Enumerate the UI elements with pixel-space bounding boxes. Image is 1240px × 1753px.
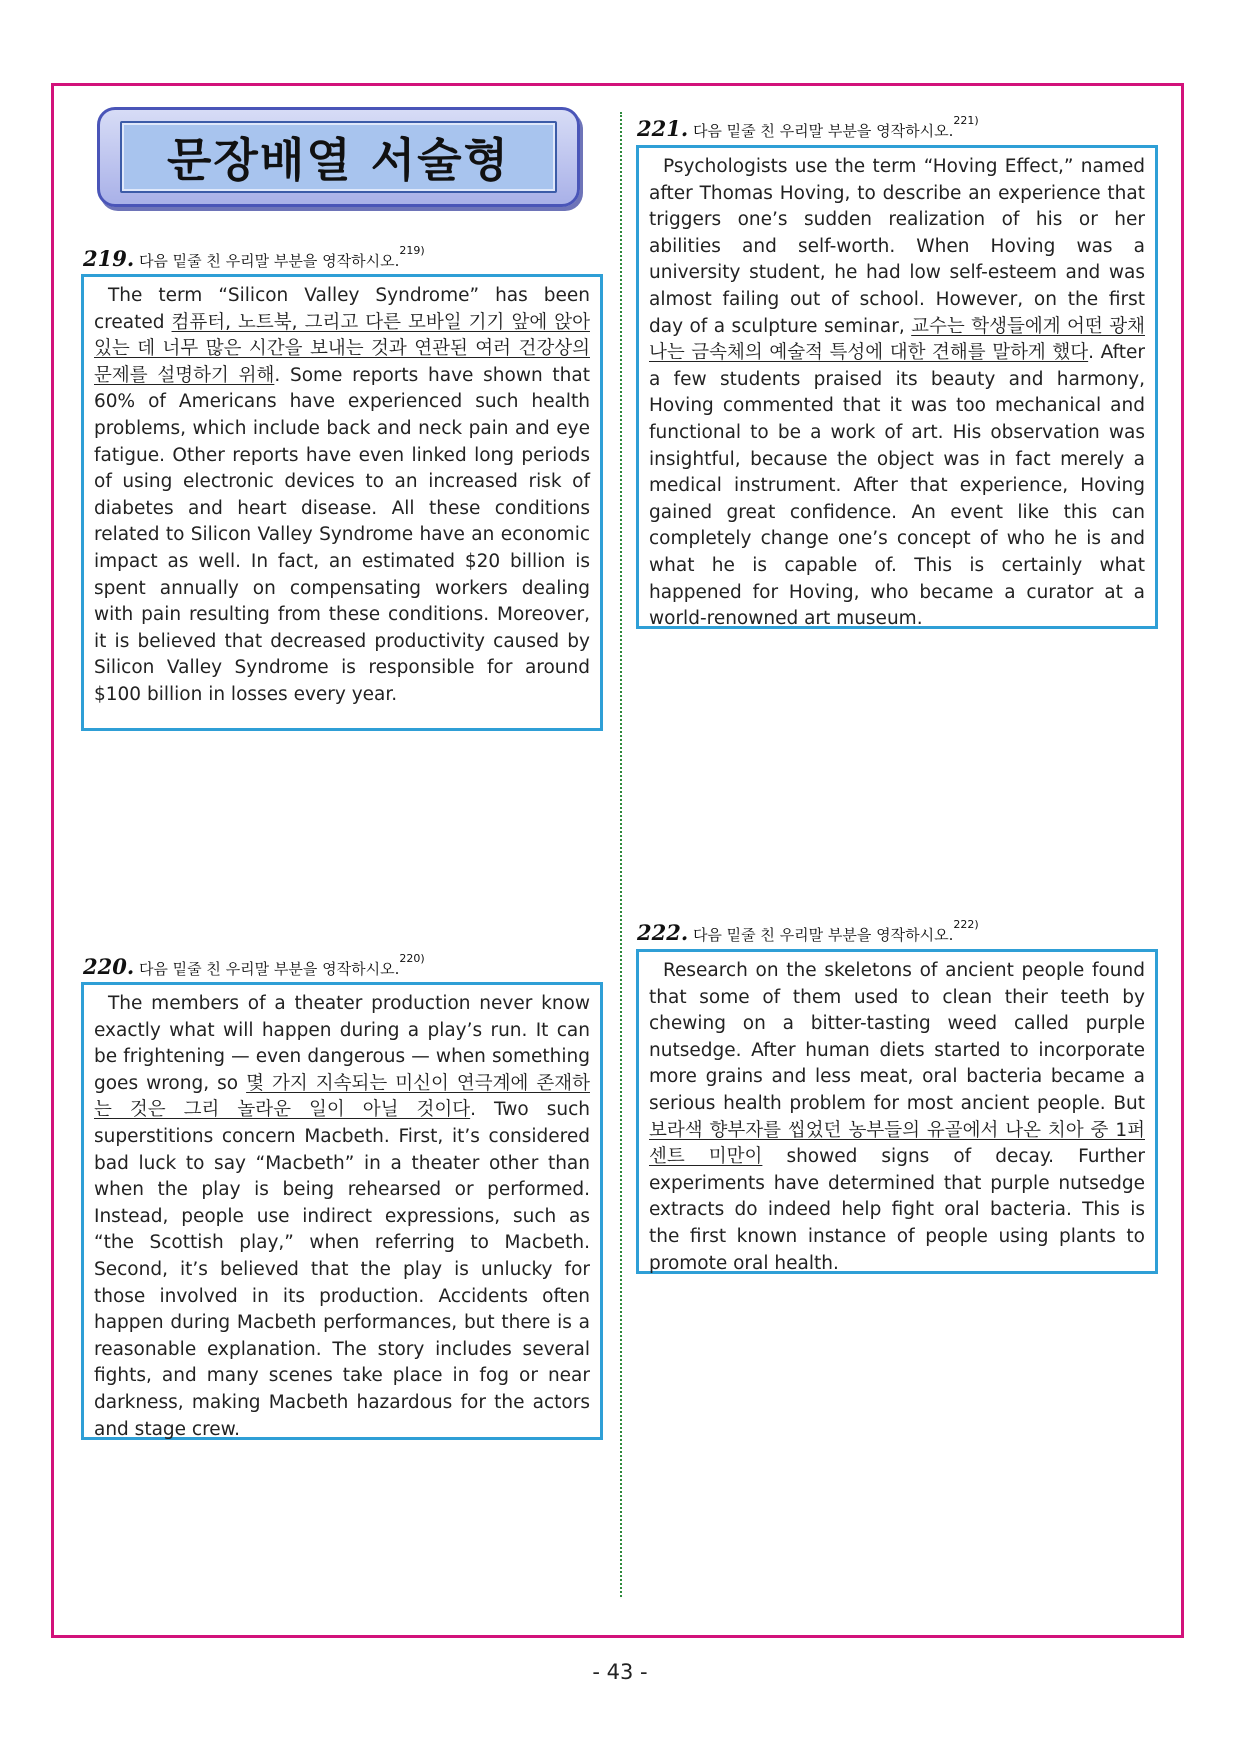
footnote-ref: 219) [399,244,425,257]
question-number: 222. [637,920,689,945]
underlined-korean: 컴퓨터, 노트북, 그리고 다른 모바일 기기 앞에 앉아 있는 데 너무 많은 시간을 보내는 것과 연관된 여러 건강상의 문제를 설명하기 위해 [94,311,590,386]
passage-after: . Two such superstitions concern Macbeth. First, it’s considered bad luck to say “Macbeth” in a theater other than when the play is being rehearsed or performed. Instead, people use indirect expressions, such as “the Scottish play,” when referring to Macbeth. Second, it’s believed that the play is unlucky for those involved in its production. Accidents often happen during Macbeth performances, but there is a reasonable explanation. The story includes several fights, and many scenes take place in fog or near darkness, making Macbeth hazardous for the actors and stage crew. [94,1099,590,1440]
question-instruction: 다음 밑줄 친 우리말 부분을 영작하시오. [138,252,400,270]
underlined-korean: 몇 가지 지속되는 미신이 연극계에 존재하는 것은 그리 놀라운 일이 아닐 것이다 [94,1072,590,1121]
passage-before: The term “Silicon Valley Syndrome” has been created [94,285,590,333]
passage-text [94,991,590,1443]
passage-before: Psychologists use the term “Hoving Effect,” named after Thomas Hoving, to describe an experience that triggers one’s sudden realization of his or her abilities and self-worth. When Hoving was a university student, he had low self-esteem and was almost failing out of school. However, on the first day of a sculpture seminar, [649,156,1145,337]
title-banner [97,107,580,207]
question-number: 219. [83,246,135,271]
title-inner-box [120,121,557,193]
footnote-ref: 221) [953,114,979,127]
question-instruction: 다음 밑줄 친 우리말 부분을 영작하시오. [692,926,954,944]
column-divider [620,112,622,1597]
question-number: 220. [83,954,135,979]
question-header-219 [83,246,425,271]
question-number: 221. [637,116,689,141]
question-instruction: 다음 밑줄 친 우리말 부분을 영작하시오. [138,960,400,978]
question-header-222 [637,920,979,945]
passage-before: The members of a theater production never know exactly what will happen during a play’s run. It can be frightening — even dangerous — when something goes wrong, so [94,993,590,1094]
footnote-ref: 220) [399,952,425,965]
page-number: - 43 - [592,1660,648,1684]
footnote-ref: 222) [953,918,979,931]
question-instruction: 다음 밑줄 친 우리말 부분을 영작하시오. [692,122,954,140]
question-box-219 [81,274,603,731]
page-title: 문장배열 서술형 [166,133,511,187]
question-header-221 [637,116,979,141]
passage-after: . After a few students praised its beauty and harmony, Hoving commented that it was too mechanical and functional to be a work of art. His observation was insightful, because the object was in fact merely a medical instrument. After that experience, Hoving gained great confidence. An event like this can completely change one’s concept of who he is and what he is capable of. This is certainly what happened for Hoving, who became a curator at a world-renowned art museum. [649,342,1145,630]
passage-text [94,283,590,709]
question-header-220 [83,954,425,979]
question-box-222 [636,949,1158,1274]
underlined-korean: 보라색 향부자를 씹었던 농부들의 유골에서 나온 치아 중 1퍼센트 미만이 [649,1119,1145,1168]
passage-after: showed signs of decay. Further experiments have determined that purple nutsedge extracts do indeed help fight oral bacteria. This is the first known instance of people using plants to promote oral health. [649,1146,1145,1274]
passage-text [649,154,1145,633]
question-box-221 [636,145,1158,629]
passage-before: Research on the skeletons of ancient people found that some of them used to clean their teeth by chewing on a bitter-tasting weed called purple nutsedge. After human diets started to incorporate more grains and less meat, oral bacteria became a serious health problem for most ancient people. But [649,960,1145,1114]
underlined-korean: 교수는 학생들에게 어떤 광채 나는 금속체의 예술적 특성에 대한 견해를 말하게 했다 [649,315,1145,364]
passage-after: . Some reports have shown that 60% of Americans have experienced such health problems, which include back and neck pain and eye fatigue. Other reports have even linked long periods of using electronic devices to an increased risk of diabetes and heart disease. All these conditions related to Silicon Valley Syndrome have an economic impact as well. In fact, an estimated $20 billion is spent annually on compensating workers dealing with pain resulting from these conditions. Moreover, it is believed that decreased productivity caused by Silicon Valley Syndrome is responsible for around $100 billion in losses every year. [94,364,591,705]
question-box-220 [81,982,603,1440]
passage-text [649,958,1145,1277]
